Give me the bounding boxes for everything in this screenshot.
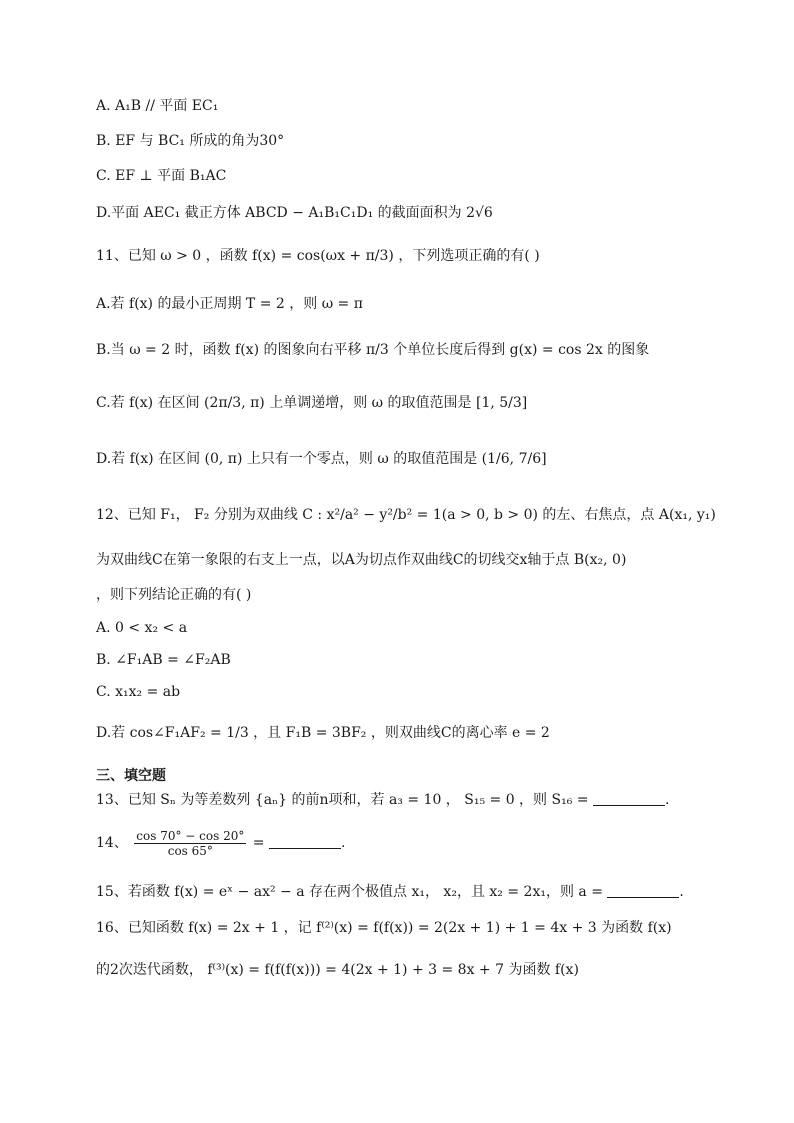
q10-option-b: B. EF 与 BC₁ 所成的角为30° xyxy=(96,133,285,149)
q13-answer-blank[interactable] xyxy=(593,791,665,806)
q16-line-1: 16、已知函数 f(x) = 2x + 1 ，记 f⁽²⁾(x) = f(f(x)) = 2(2x + 1) + 1 = 4x + 3 为函数 f(x) xyxy=(96,920,672,936)
q14-prefix: 14、 xyxy=(96,835,128,851)
q11-option-c: C.若 f(x) 在区间 (2π/3, π) 上单调递增，则 ω 的取值范围是 [1, 5/3] xyxy=(96,395,528,411)
q15-text: 15、若函数 f(x) = eˣ − ax² − a 存在两个极值点 x₁， x₂，且 x₂ = 2x₁，则 a = xyxy=(96,884,603,900)
q12-stem-line-3: ，则下列结论正确的有( ) xyxy=(96,587,252,603)
q15: 15、若函数 f(x) = eˣ − ax² − a 存在两个极值点 x₁， x₂，且 x₂ = 2x₁，则 a = . xyxy=(96,884,684,900)
q12-stem-line-1: 12、已知 F₁， F₂ 分别为双曲线 C : x²/a² − y²/b² = 1(a > 0, b > 0) 的左、右焦点，点 A(x₁, y₁) xyxy=(96,507,716,523)
q10-option-a: A. A₁B // 平面 EC₁ xyxy=(96,98,219,114)
q10-option-c: C. EF ⊥ 平面 B₁AC xyxy=(96,168,227,184)
q12-option-d: D.若 cos∠F₁AF₂ = 1/3 ，且 F₁B = 3BF₂ ，则双曲线C的离心率 e = 2 xyxy=(96,725,550,741)
q12-option-b: B. ∠F₁AB = ∠F₂AB xyxy=(96,652,231,668)
q16-line-2: 的2次迭代函数， f⁽³⁾(x) = f(f(f(x))) = 4(2x + 1) + 3 = 8x + 7 为函数 f(x) xyxy=(96,962,579,978)
q11-option-b: B.当 ω = 2 时，函数 f(x) 的图象向右平移 π/3 个单位长度后得到 g(x) = cos 2x 的图象 xyxy=(96,342,650,358)
q14-denominator: cos 65° xyxy=(167,843,213,858)
q15-answer-blank[interactable] xyxy=(607,883,679,898)
q14-fraction xyxy=(134,829,246,858)
q12-option-a: A. 0 < x₂ < a xyxy=(96,620,188,636)
q14-equals: = xyxy=(252,835,265,851)
q13: 13、已知 Sₙ 为等差数列 {aₙ} 的前n项和，若 a₃ = 10 ， S₁₅ = 0 ，则 S₁₆ = . xyxy=(96,792,670,808)
q10-option-d: D.平面 AEC₁ 截正方体 ABCD − A₁B₁C₁D₁ 的截面面积为 2√6 xyxy=(96,205,493,221)
section-heading-fill-in: 三、填空题 xyxy=(96,768,166,784)
q14-numerator: cos 70° − cos 20° xyxy=(136,828,245,843)
q14-answer-blank[interactable] xyxy=(269,834,341,849)
q12-stem-line-2: 为双曲线C在第一象限的右支上一点，以A为切点作双曲线C的切线交x轴于点 B(x₂, 0) xyxy=(96,552,627,568)
q11-option-d: D.若 f(x) 在区间 (0, π) 上只有一个零点，则 ω 的取值范围是 (1/6, 7/6] xyxy=(96,451,547,467)
q12-option-c: C. x₁x₂ = ab xyxy=(96,684,181,700)
q11-option-a: A.若 f(x) 的最小正周期 T = 2 ，则 ω = π xyxy=(96,296,363,312)
q11-stem: 11、已知 ω > 0 ，函数 f(x) = cos(ωx + π/3) ，下列选项正确的有( ) xyxy=(96,248,540,264)
q14: 14、 $\frac{\cos 70^\circ - \cos 20^\circ}{\cos 65^\circ}$ = . xyxy=(96,828,346,858)
q13-text: 13、已知 Sₙ 为等差数列 {aₙ} 的前n项和，若 a₃ = 10 ， S₁₅ = 0 ，则 S₁₆ = xyxy=(96,792,589,808)
